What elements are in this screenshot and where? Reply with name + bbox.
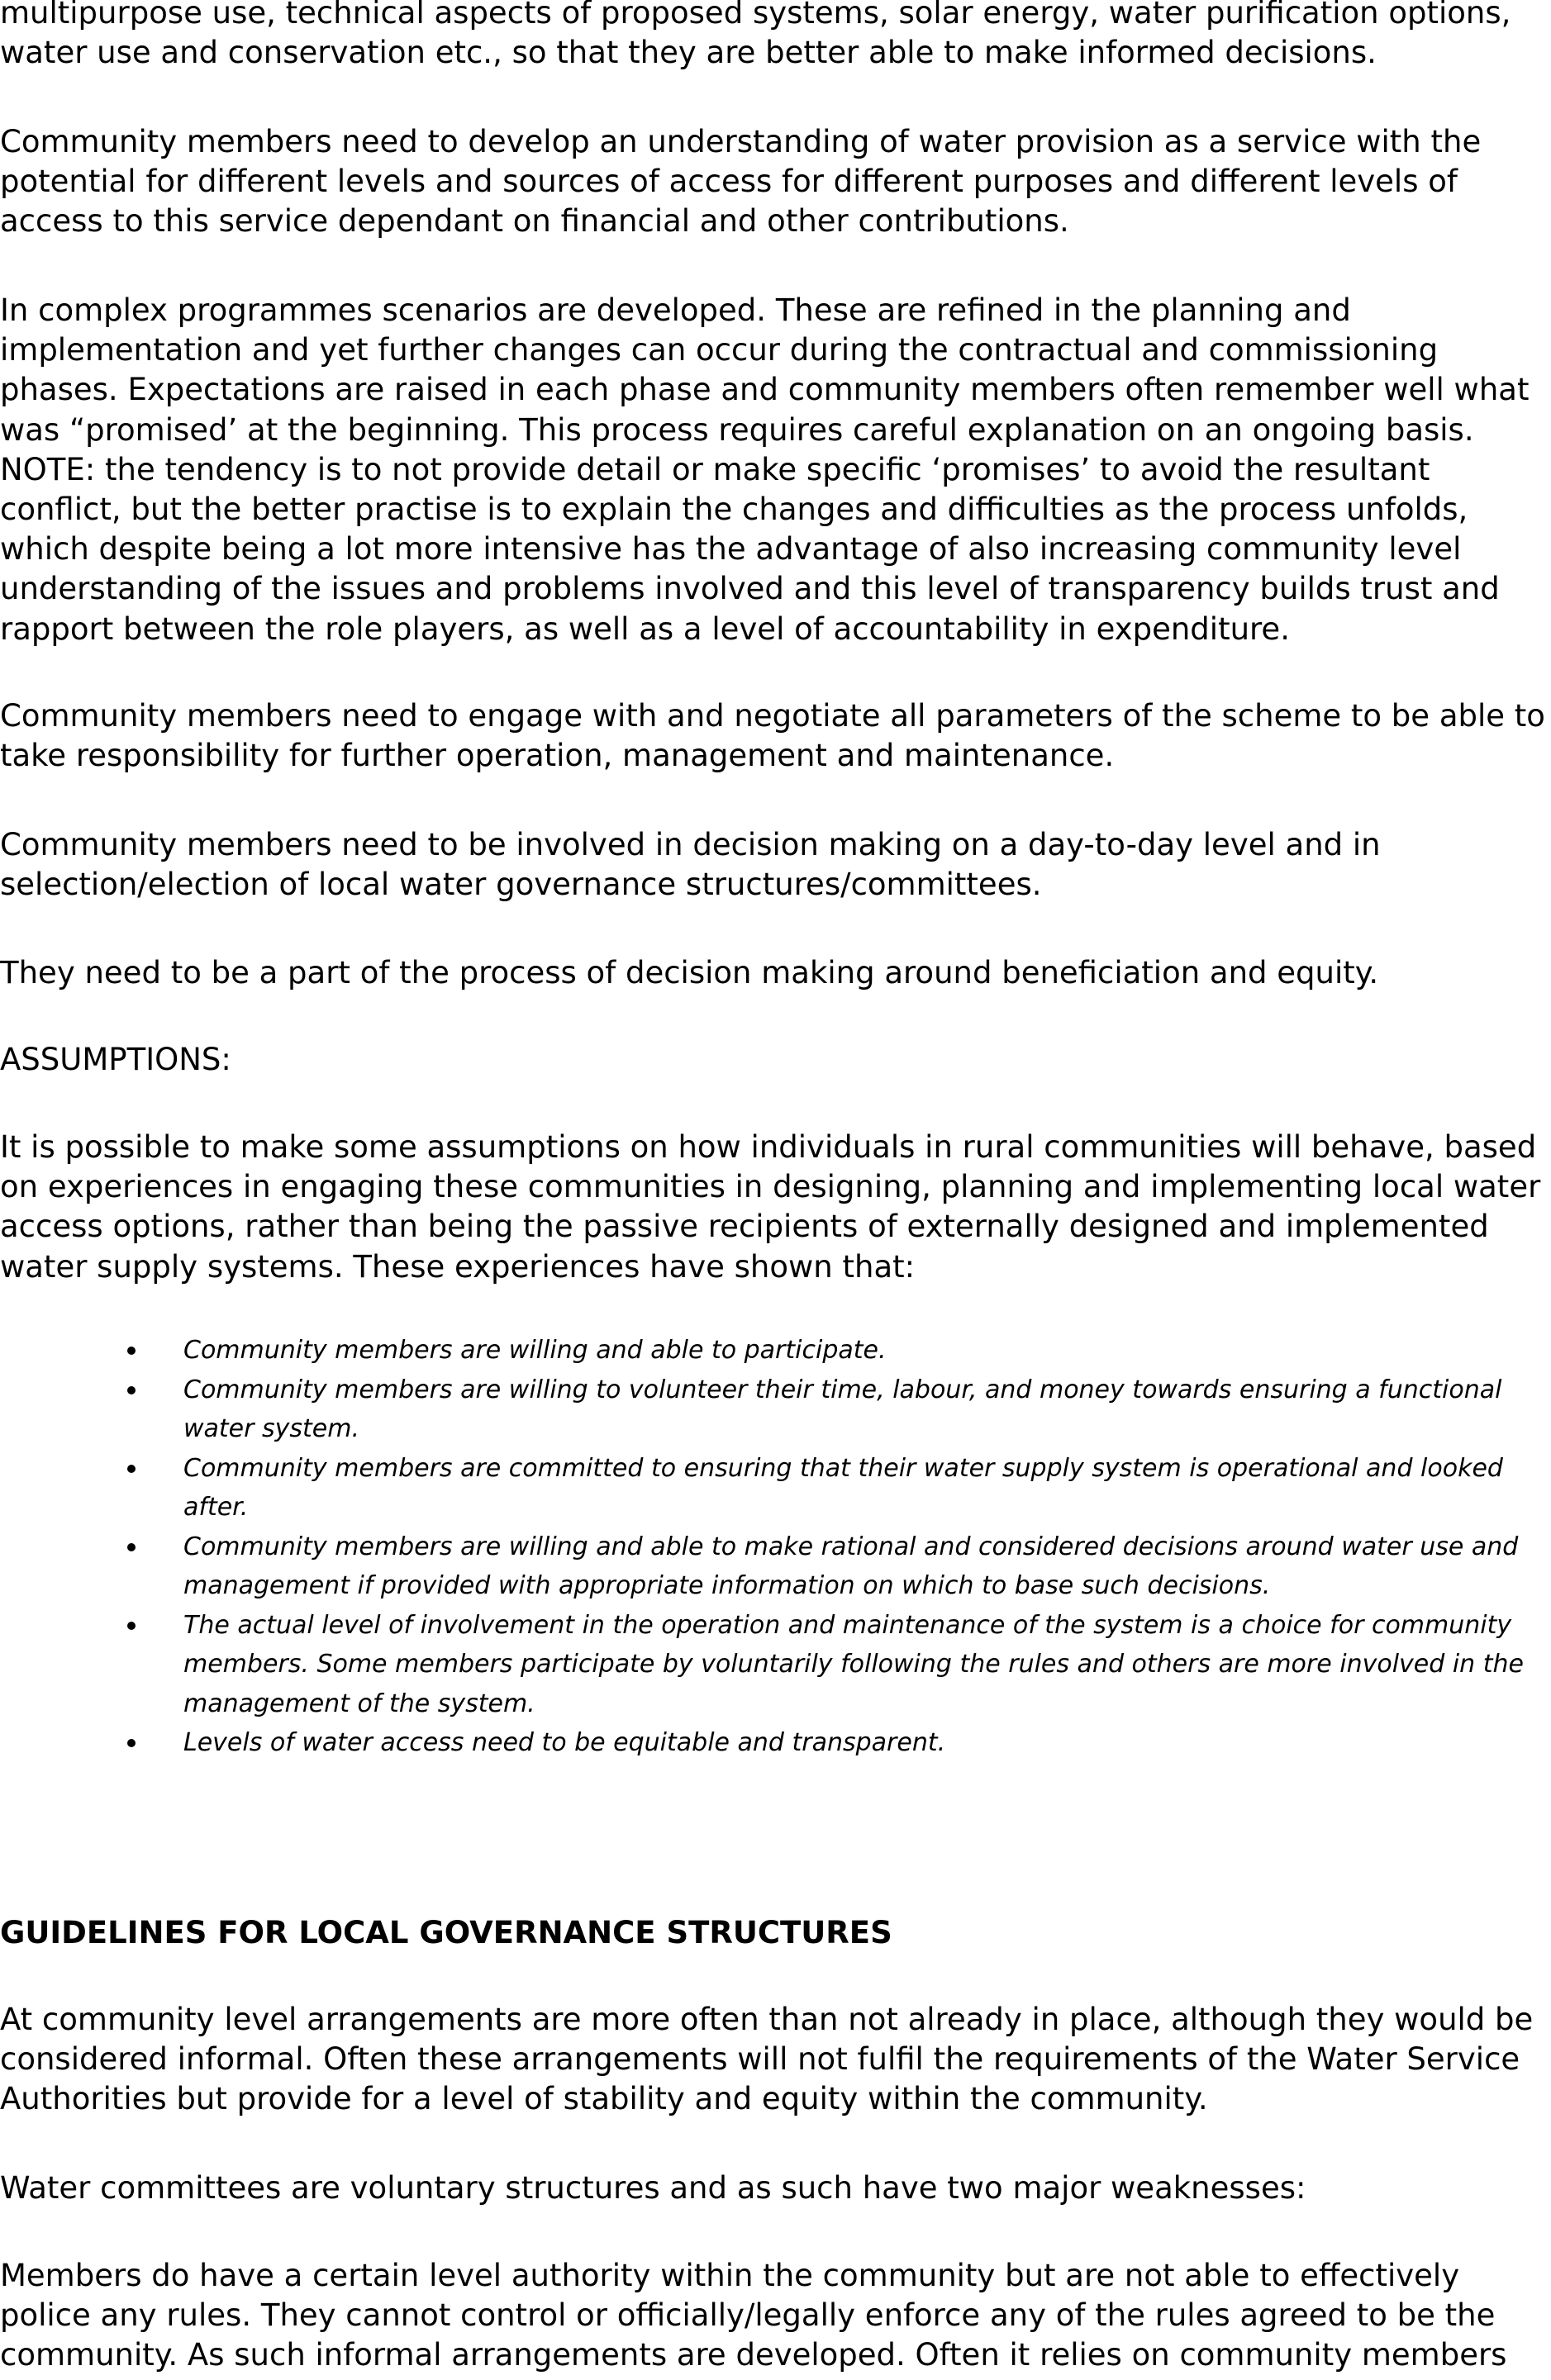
text-line: phases. Expectations are raised in each phase and community members often remember well what xyxy=(0,372,1530,408)
text-line: community. As such informal arrangements are developed. Often it relies on community members xyxy=(0,2337,1507,2373)
list-item-line: management if provided with appropriate information on which to base such decisions. xyxy=(183,1571,1271,1600)
list-item-line: Levels of water access need to be equitable and transparent. xyxy=(183,1728,946,1757)
text-line: which despite being a lot more intensive has the advantage of also increasing community level xyxy=(0,531,1462,568)
text-line: potential for different levels and sources of access for different purposes and different levels of xyxy=(0,164,1458,200)
list-item-line: Community members are willing and able to participate. xyxy=(183,1336,887,1365)
list-item-line: members. Some members participate by voluntarily following the rules and others are more involved in the xyxy=(183,1650,1524,1679)
bullet-icon xyxy=(127,1543,136,1551)
text-line: implementation and yet further changes can occur during the contractual and commissioning xyxy=(0,332,1439,368)
text-line: police any rules. They cannot control or officially/legally enforce any of the rules agreed to be the xyxy=(0,2297,1496,2334)
heading-text: GUIDELINES FOR LOCAL GOVERNANCE STRUCTURES xyxy=(0,1915,892,1950)
list-item-line: The actual level of involvement in the operation and maintenance of the system is a choice for community xyxy=(183,1610,1512,1640)
list-item-line: after. xyxy=(183,1493,249,1522)
bullet-icon xyxy=(127,1386,136,1394)
text-line: Water committees are voluntary structures and as such have two major weaknesses: xyxy=(0,2170,1306,2206)
text-line: on experiences in engaging these communities in designing, planning and implementing local water xyxy=(0,1169,1541,1205)
paragraph-decision-making xyxy=(0,825,1551,905)
text-line: ASSUMPTIONS: xyxy=(0,1042,231,1077)
text-line: access options, rather than being the passive recipients of externally designed and implemented xyxy=(0,1209,1489,1245)
bullet-icon xyxy=(127,1622,136,1630)
bullet-icon xyxy=(127,1739,136,1747)
text-line: They need to be a part of the process of decision making around beneficiation and equity. xyxy=(0,955,1379,990)
list-item-line: water system. xyxy=(183,1414,360,1443)
list-item-line: Community members are willing to volunteer their time, labour, and money towards ensuring a functional xyxy=(183,1375,1502,1404)
section-heading xyxy=(0,1913,1551,1953)
paragraph-decision-info xyxy=(0,0,1551,73)
text-line: water supply systems. These experiences have shown that: xyxy=(0,1248,916,1285)
text-line: Community members need to be involved in decision making on a day-to-day level and in xyxy=(0,827,1381,862)
text-line: access to this service dependant on financial and other contributions. xyxy=(0,203,1069,240)
list-item-line: Community members are willing and able to make rational and considered decisions around water use and xyxy=(183,1532,1519,1561)
list-item-line: management of the system. xyxy=(183,1689,535,1718)
list-item-line: Community members are committed to ensuring that their water supply system is operational and looked xyxy=(183,1453,1503,1483)
list-item xyxy=(0,1331,1551,1371)
text-line: selection/election of local water governance structures/committees. xyxy=(0,867,1042,903)
assumptions-list xyxy=(0,1331,1551,1763)
text-line: understanding of the issues and problems involved and this level of transparency builds trust and xyxy=(0,571,1500,607)
list-item xyxy=(0,1449,1551,1527)
paragraph-water-committees xyxy=(0,2169,1551,2208)
paragraph-water-provision xyxy=(0,122,1551,242)
text-line: water use and conservation etc., so that they are better able to make informed decisions. xyxy=(0,35,1377,71)
paragraph-complex-programmes xyxy=(0,291,1551,649)
list-item xyxy=(0,1527,1551,1606)
text-line: considered informal. Often these arrangements will not fulfil the requirements of the Water Service xyxy=(0,2041,1520,2078)
list-item xyxy=(0,1606,1551,1724)
bullet-icon xyxy=(127,1465,136,1473)
text-line: In complex programmes scenarios are developed. These are refined in the planning and xyxy=(0,292,1351,328)
assumptions-label xyxy=(0,1040,1551,1080)
text-line: Members do have a certain level authority within the community but are not able to effectively xyxy=(0,2258,1460,2293)
paragraph-members-authority xyxy=(0,2256,1551,2376)
text-line: was “promised’ at the beginning. This process requires careful explanation on an ongoing basis. xyxy=(0,411,1474,448)
paragraph-beneficiation xyxy=(0,953,1551,993)
text-line: Community members need to engage with and negotiate all parameters of the scheme to be able to xyxy=(0,698,1545,734)
text-line: conflict, but the better practise is to explain the changes and difficulties as the process unfolds, xyxy=(0,492,1468,528)
text-line: Community members need to develop an understanding of water provision as a service with the xyxy=(0,124,1482,159)
text-line: At community level arrangements are more often than not already in place, although they would be xyxy=(0,2002,1534,2037)
paragraph-engage-negotiate xyxy=(0,696,1551,776)
text-line: NOTE: the tendency is to not provide detail or make specific ‘promises’ to avoid the resultant xyxy=(0,451,1430,487)
text-line: rapport between the role players, as well as a level of accountability in expenditure. xyxy=(0,610,1290,647)
list-item xyxy=(0,1723,1551,1763)
text-line: Authorities but provide for a level of stability and equity within the community. xyxy=(0,2081,1208,2117)
list-item xyxy=(0,1371,1551,1449)
text-line: multipurpose use, technical aspects of proposed systems, solar energy, water purification options, xyxy=(0,0,1511,31)
paragraph-assumptions-intro xyxy=(0,1128,1551,1287)
paragraph-community-arrangements xyxy=(0,2000,1551,2120)
bullet-icon xyxy=(127,1347,136,1355)
text-line: take responsibility for further operation, management and maintenance. xyxy=(0,738,1115,774)
text-line: It is possible to make some assumptions on how individuals in rural communities will behave, based xyxy=(0,1129,1537,1165)
